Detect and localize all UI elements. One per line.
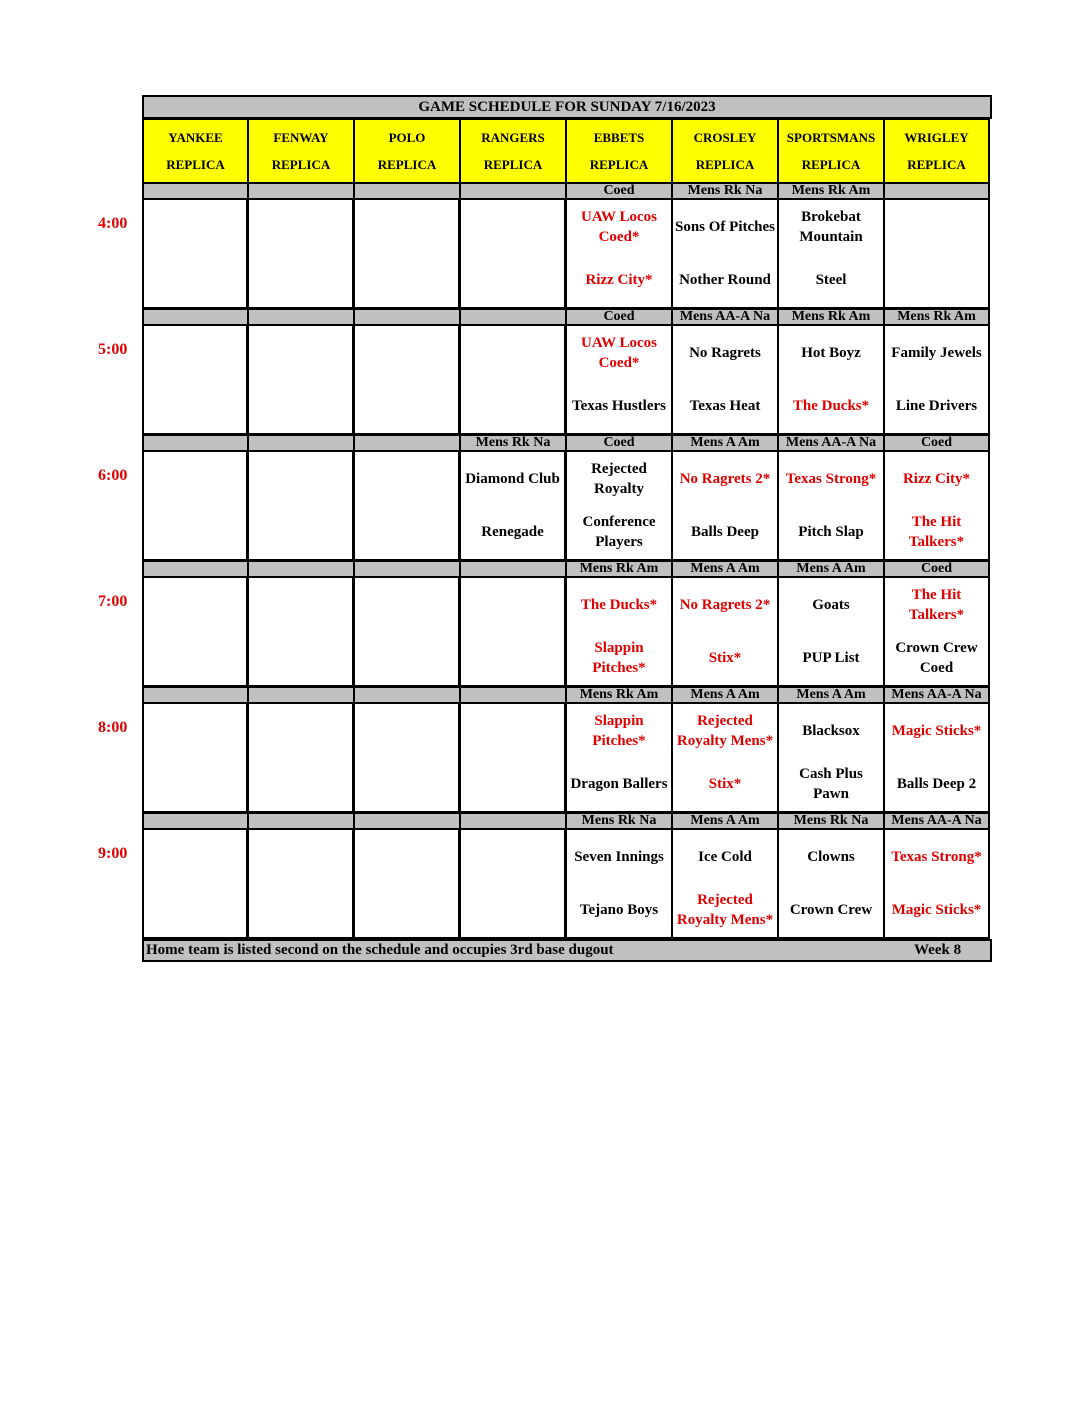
home-team: Stix* bbox=[708, 650, 742, 667]
division-label: Coed bbox=[566, 309, 672, 325]
division-row bbox=[142, 309, 992, 325]
division-label bbox=[142, 309, 248, 325]
field-header bbox=[672, 119, 778, 183]
game-cell bbox=[248, 577, 354, 687]
division-label: Mens Rk Am bbox=[566, 561, 672, 577]
field-name: WRIGLEY bbox=[904, 129, 969, 145]
division-label bbox=[142, 687, 248, 703]
game-cell bbox=[672, 325, 778, 435]
game-cell bbox=[248, 829, 354, 939]
away-team: Rizz City* bbox=[902, 470, 971, 487]
away-team: Slappin Pitches* bbox=[592, 712, 646, 749]
game-cell bbox=[142, 829, 248, 939]
division-row bbox=[142, 183, 992, 199]
division-label: Mens A Am bbox=[672, 687, 778, 703]
away-team bbox=[885, 200, 988, 254]
game-cell bbox=[460, 703, 566, 813]
division-label: Coed bbox=[884, 561, 990, 577]
field-header bbox=[142, 119, 248, 183]
game-cell bbox=[672, 829, 778, 939]
away-team: Texas Strong* bbox=[891, 848, 982, 865]
away-team: Sons Of Pitches bbox=[674, 218, 775, 235]
division-label: Mens Rk Am bbox=[778, 183, 884, 199]
division-label: Mens AA-A Na bbox=[778, 435, 884, 451]
away-team bbox=[355, 326, 458, 380]
game-cell bbox=[142, 703, 248, 813]
field-name: POLO bbox=[388, 129, 426, 145]
field-header bbox=[354, 119, 460, 183]
field-name: FENWAY bbox=[273, 129, 329, 145]
game-cell bbox=[248, 703, 354, 813]
game-cell bbox=[778, 325, 884, 435]
away-team bbox=[355, 452, 458, 506]
field-type: REPLICA bbox=[483, 156, 543, 172]
home-team: PUP List bbox=[802, 650, 860, 667]
away-team bbox=[144, 200, 246, 254]
away-team bbox=[461, 830, 564, 884]
home-team bbox=[885, 254, 988, 308]
home-team bbox=[249, 884, 352, 938]
time-label: 5:00 bbox=[98, 341, 128, 358]
division-label bbox=[248, 435, 354, 451]
home-team bbox=[461, 254, 564, 308]
away-team: Rejected Royalty Mens* bbox=[676, 712, 774, 749]
game-cell bbox=[354, 199, 460, 309]
field-name: SPORTSMANS bbox=[786, 129, 876, 145]
field-type: REPLICA bbox=[166, 156, 225, 172]
home-team bbox=[461, 632, 564, 686]
home-team bbox=[144, 884, 246, 938]
field-type: REPLICA bbox=[801, 156, 861, 172]
away-team: Seven Innings bbox=[574, 848, 664, 865]
division-label bbox=[354, 561, 460, 577]
game-cell bbox=[566, 829, 672, 939]
field-type: REPLICA bbox=[377, 156, 437, 172]
division-label: Mens A Am bbox=[778, 561, 884, 577]
field-header bbox=[884, 119, 990, 183]
time-label: 9:00 bbox=[98, 845, 128, 862]
field-type: REPLICA bbox=[907, 156, 966, 172]
away-team: Magic Sticks* bbox=[891, 722, 982, 739]
time-label: 6:00 bbox=[98, 467, 128, 484]
division-label bbox=[248, 183, 354, 199]
game-cell bbox=[460, 199, 566, 309]
home-team bbox=[249, 506, 352, 560]
division-label bbox=[354, 687, 460, 703]
away-team: The Hit Talkers* bbox=[908, 586, 965, 623]
division-label: Coed bbox=[566, 435, 672, 451]
home-team: Stix* bbox=[708, 776, 742, 793]
away-team bbox=[144, 704, 246, 758]
game-row bbox=[142, 703, 992, 813]
home-team: Texas Heat bbox=[689, 398, 761, 415]
division-label bbox=[460, 561, 566, 577]
game-cell bbox=[778, 199, 884, 309]
game-cell bbox=[142, 577, 248, 687]
division-label: Mens Rk Am bbox=[884, 309, 990, 325]
away-team: No Ragrets bbox=[689, 344, 761, 361]
division-label bbox=[354, 183, 460, 199]
game-cell bbox=[672, 199, 778, 309]
game-cell bbox=[566, 325, 672, 435]
division-label bbox=[248, 687, 354, 703]
home-team bbox=[461, 380, 564, 434]
week-label: Week 8 bbox=[914, 942, 962, 958]
home-team bbox=[249, 380, 352, 434]
away-team bbox=[461, 200, 564, 254]
game-row bbox=[142, 577, 992, 687]
game-row bbox=[142, 829, 992, 939]
away-team: Rejected Royalty bbox=[591, 460, 647, 497]
time-label: 4:00 bbox=[98, 215, 128, 232]
time-label: 8:00 bbox=[98, 719, 128, 736]
away-team: UAW Locos Coed* bbox=[581, 334, 657, 371]
away-team bbox=[461, 326, 564, 380]
home-team bbox=[355, 884, 458, 938]
division-label bbox=[460, 813, 566, 829]
division-label: Mens A Am bbox=[672, 561, 778, 577]
game-cell bbox=[566, 451, 672, 561]
division-label: Mens A Am bbox=[778, 687, 884, 703]
home-team: Magic Sticks* bbox=[891, 902, 982, 919]
division-label: Coed bbox=[566, 183, 672, 199]
away-team bbox=[249, 578, 352, 632]
away-team bbox=[249, 326, 352, 380]
division-label bbox=[460, 687, 566, 703]
away-team: Brokebat Mountain bbox=[799, 208, 863, 245]
division-label bbox=[354, 435, 460, 451]
away-team bbox=[249, 200, 352, 254]
game-cell bbox=[142, 325, 248, 435]
away-team bbox=[355, 830, 458, 884]
game-cell bbox=[884, 325, 990, 435]
home-team bbox=[249, 632, 352, 686]
home-team bbox=[249, 758, 352, 812]
game-cell bbox=[566, 199, 672, 309]
field-type: REPLICA bbox=[589, 156, 649, 172]
away-team: Family Jewels bbox=[891, 344, 982, 361]
game-row bbox=[142, 325, 992, 435]
home-team bbox=[249, 254, 352, 308]
division-label: Mens A Am bbox=[672, 813, 778, 829]
field-name: RANGERS bbox=[481, 129, 545, 145]
field-type: REPLICA bbox=[271, 156, 331, 172]
game-cell bbox=[460, 577, 566, 687]
home-team: Conference Players bbox=[582, 514, 656, 551]
away-team bbox=[355, 704, 458, 758]
division-label bbox=[142, 813, 248, 829]
home-team: Balls Deep 2 bbox=[896, 776, 977, 793]
game-cell bbox=[778, 577, 884, 687]
away-team bbox=[249, 830, 352, 884]
home-team bbox=[144, 380, 246, 434]
game-cell bbox=[354, 451, 460, 561]
away-team: Goats bbox=[812, 596, 850, 613]
footer-note: Home team is listed second on the schedule and occupies 3rd base dugout bbox=[146, 942, 614, 958]
game-cell bbox=[354, 703, 460, 813]
division-label: Mens Rk Am bbox=[778, 309, 884, 325]
home-team: Dragon Ballers bbox=[570, 776, 668, 793]
game-cell bbox=[884, 199, 990, 309]
game-cell bbox=[248, 199, 354, 309]
away-team bbox=[461, 704, 564, 758]
away-team bbox=[355, 200, 458, 254]
game-cell bbox=[778, 451, 884, 561]
game-cell bbox=[566, 577, 672, 687]
field-header bbox=[460, 119, 566, 183]
division-label: Mens AA-A Na bbox=[672, 309, 778, 325]
division-label: Mens AA-A Na bbox=[884, 687, 990, 703]
home-team: Steel bbox=[815, 272, 847, 289]
game-cell bbox=[672, 703, 778, 813]
game-cell bbox=[354, 577, 460, 687]
division-label bbox=[354, 309, 460, 325]
time-slots bbox=[142, 183, 992, 939]
division-label bbox=[248, 813, 354, 829]
away-team bbox=[461, 578, 564, 632]
home-team: Texas Hustlers bbox=[571, 398, 667, 415]
division-label bbox=[248, 561, 354, 577]
home-team bbox=[144, 506, 246, 560]
division-label bbox=[142, 183, 248, 199]
away-team: UAW Locos Coed* bbox=[581, 208, 657, 245]
game-cell bbox=[884, 451, 990, 561]
away-team bbox=[144, 830, 246, 884]
game-cell bbox=[566, 703, 672, 813]
home-team: Renegade bbox=[481, 524, 544, 541]
away-team: Ice Cold bbox=[698, 848, 752, 865]
home-team: Slappin Pitches* bbox=[592, 640, 646, 677]
home-team bbox=[144, 758, 246, 812]
field-header bbox=[778, 119, 884, 183]
division-row bbox=[142, 561, 992, 577]
division-label bbox=[460, 309, 566, 325]
game-cell bbox=[884, 829, 990, 939]
division-row bbox=[142, 435, 992, 451]
game-row bbox=[142, 451, 992, 561]
game-cell bbox=[672, 577, 778, 687]
game-cell bbox=[354, 325, 460, 435]
division-label: Mens A Am bbox=[672, 435, 778, 451]
home-team bbox=[355, 380, 458, 434]
game-cell bbox=[460, 829, 566, 939]
home-team: Tejano Boys bbox=[579, 902, 659, 919]
home-team: The Ducks* bbox=[792, 398, 870, 415]
division-label bbox=[248, 309, 354, 325]
game-cell bbox=[460, 325, 566, 435]
field-header-row bbox=[142, 119, 992, 183]
away-team: Blacksox bbox=[802, 722, 860, 739]
game-cell bbox=[354, 829, 460, 939]
division-label bbox=[884, 183, 990, 199]
division-label bbox=[460, 183, 566, 199]
game-cell bbox=[778, 829, 884, 939]
home-team: Cash Plus Pawn bbox=[799, 766, 863, 803]
home-team bbox=[355, 632, 458, 686]
home-team bbox=[355, 506, 458, 560]
home-team: Rizz City* bbox=[585, 272, 653, 289]
game-cell bbox=[460, 451, 566, 561]
game-cell bbox=[672, 451, 778, 561]
field-name: EBBETS bbox=[593, 129, 645, 145]
away-team bbox=[249, 452, 352, 506]
away-team: No Ragrets 2* bbox=[679, 470, 771, 487]
away-team bbox=[144, 326, 246, 380]
game-row bbox=[142, 199, 992, 309]
away-team: Hot Boyz bbox=[801, 344, 861, 361]
field-header bbox=[248, 119, 354, 183]
home-team bbox=[355, 254, 458, 308]
division-row bbox=[142, 687, 992, 703]
home-team: Nother Round bbox=[679, 272, 771, 289]
division-label: Mens Rk Na bbox=[566, 813, 672, 829]
away-team bbox=[144, 578, 246, 632]
field-header bbox=[566, 119, 672, 183]
away-team: The Ducks* bbox=[580, 596, 658, 613]
schedule-title: GAME SCHEDULE FOR SUNDAY 7/16/2023 bbox=[142, 95, 992, 119]
division-label: Mens AA-A Na bbox=[884, 813, 990, 829]
home-team: Pitch Slap bbox=[798, 524, 864, 541]
game-cell bbox=[248, 451, 354, 561]
game-cell bbox=[884, 703, 990, 813]
game-cell bbox=[248, 325, 354, 435]
division-label bbox=[142, 435, 248, 451]
schedule-table bbox=[142, 95, 992, 962]
home-team bbox=[461, 758, 564, 812]
time-label: 7:00 bbox=[98, 593, 128, 610]
home-team bbox=[355, 758, 458, 812]
home-team: The Hit Talkers* bbox=[908, 514, 965, 551]
division-row bbox=[142, 813, 992, 829]
division-label: Mens Rk Na bbox=[672, 183, 778, 199]
away-team bbox=[144, 452, 246, 506]
away-team: Texas Strong* bbox=[785, 470, 877, 487]
home-team bbox=[144, 632, 246, 686]
home-team: Balls Deep bbox=[691, 524, 759, 541]
division-label: Mens Rk Na bbox=[778, 813, 884, 829]
division-label: Mens Rk Am bbox=[566, 687, 672, 703]
home-team bbox=[144, 254, 246, 308]
field-name: CROSLEY bbox=[693, 129, 757, 145]
division-label: Coed bbox=[884, 435, 990, 451]
game-cell bbox=[884, 577, 990, 687]
home-team bbox=[461, 884, 564, 938]
game-cell bbox=[778, 703, 884, 813]
away-team: Clowns bbox=[807, 848, 855, 865]
home-team: Crown Crew bbox=[789, 902, 873, 919]
division-label: Mens Rk Na bbox=[460, 435, 566, 451]
division-label bbox=[354, 813, 460, 829]
home-team: Crown Crew Coed bbox=[895, 640, 978, 677]
field-type: REPLICA bbox=[695, 156, 755, 172]
home-team: Line Drivers bbox=[895, 398, 978, 415]
away-team: Diamond Club bbox=[465, 470, 560, 487]
field-name: YANKEE bbox=[168, 129, 223, 145]
division-label bbox=[142, 561, 248, 577]
away-team bbox=[249, 704, 352, 758]
game-cell bbox=[142, 451, 248, 561]
away-team: No Ragrets 2* bbox=[679, 596, 771, 613]
schedule-footer bbox=[142, 939, 992, 962]
game-cell bbox=[142, 199, 248, 309]
home-team: Rejected Royalty Mens* bbox=[676, 892, 774, 929]
away-team bbox=[355, 578, 458, 632]
